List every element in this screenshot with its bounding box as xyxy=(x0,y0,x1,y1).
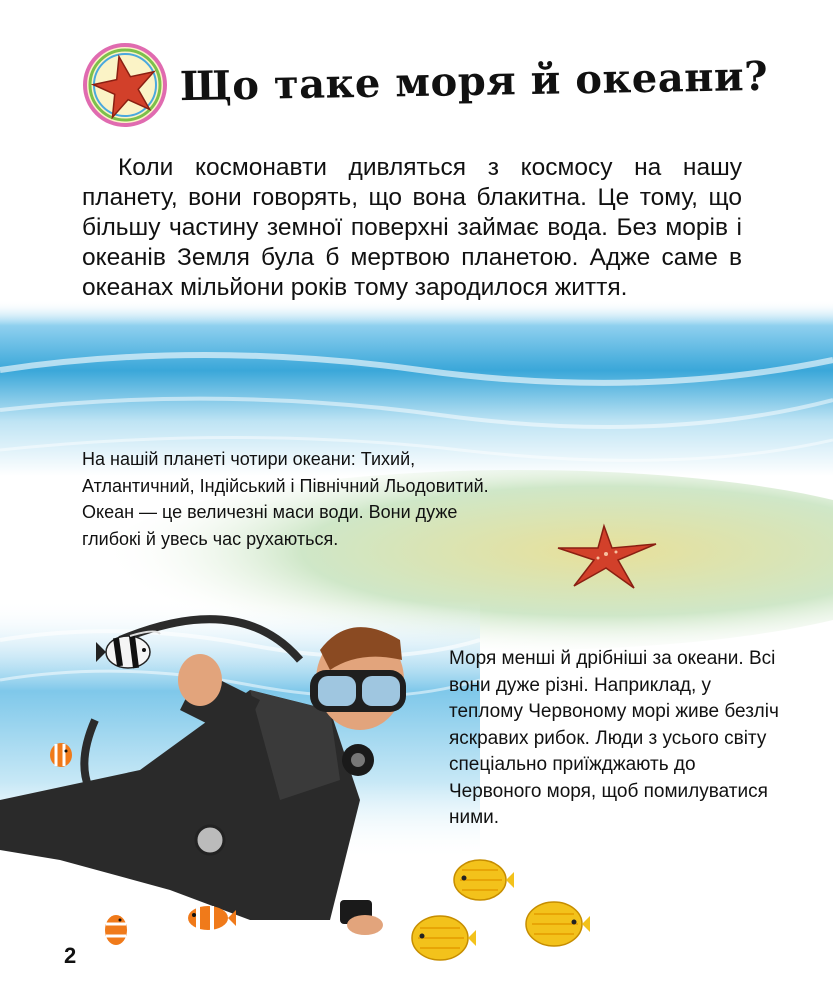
oceans-paragraph: На нашій планеті чотири океани: Тихий, Атлантичний, Індійський і Північний Льодовитий. Океан — це величезні маси води. Вони дуже глибокі й увесь час рухаються. xyxy=(82,449,489,549)
intro-paragraph: Коли космонавти дивляться з космосу на нашу планету, вони говорять, що вона блакитна. Це тому, що більшу частину земної поверхні займає вода. Без морів і океанів Земля була б мертвою планетою. Адже саме в океанах мільйони років тому зародилося життя. xyxy=(82,154,742,301)
page-number: 2 xyxy=(64,943,77,968)
butterflyfish-icon xyxy=(450,856,514,904)
starfish-icon xyxy=(556,522,658,590)
tropical-fish-icon xyxy=(96,628,162,674)
title-row xyxy=(82,40,782,130)
clownfish-icon xyxy=(184,900,236,936)
starfish-badge-icon xyxy=(82,42,168,128)
seas-paragraph: Моря менші й дрібніші за океани. Всі вони дуже різні. Наприклад, у теплому Червоному морі живе безліч яскравих рибок. Люди з усього світу спеціально приїжджають до Червоного моря, щоб помилуватися ними. xyxy=(449,648,779,828)
clownfish-icon xyxy=(46,738,76,772)
page-title: Що таке моря й океани? xyxy=(179,52,769,111)
clownfish-icon xyxy=(100,908,132,952)
butterflyfish-icon xyxy=(406,912,476,964)
butterflyfish-icon xyxy=(520,898,590,950)
